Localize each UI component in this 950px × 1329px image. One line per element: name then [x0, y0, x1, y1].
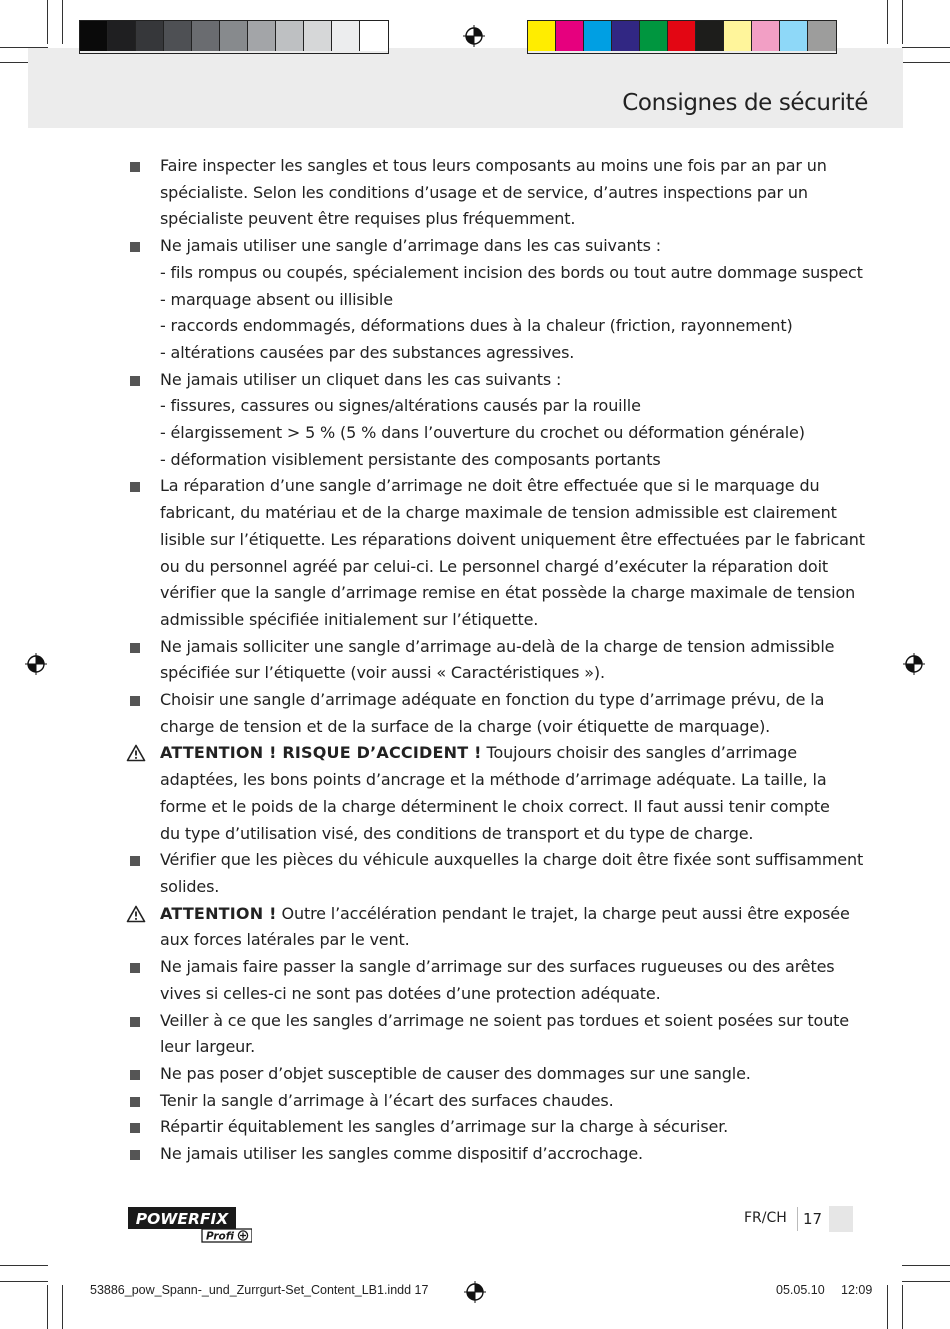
text-line	[160, 927, 831, 954]
warning-label: ATTENTION !	[160, 903, 277, 923]
text-line	[160, 260, 863, 287]
line-text: solides.	[160, 876, 220, 896]
bullet-item	[126, 1114, 831, 1141]
crop-mark	[887, 1285, 888, 1329]
line-text: admissible spécifiée initialement sur l’étiquette.	[160, 609, 539, 629]
line-text: vives si celles-ci ne sont pas dotées d’une protection adéquate.	[160, 983, 661, 1003]
bullet-square-icon	[130, 963, 140, 973]
text-line	[160, 1008, 849, 1035]
logo-main-text: POWERFIX	[135, 1210, 229, 1228]
line-text: Ne jamais solliciter une sangle d’arrimage au-delà de la charge de tension admissible	[160, 636, 835, 656]
line-text: Ne jamais utiliser un cliquet dans les cas suivants :	[160, 369, 562, 389]
bullet-item	[126, 847, 864, 900]
bullet-square-icon	[130, 162, 140, 172]
line-text: du type d’utilisation visé, des conditions de transport et du type de charge.	[160, 823, 754, 843]
gray-swatch	[248, 21, 276, 51]
warning-triangle-icon	[126, 744, 146, 762]
line-text: Outre l’accélération pendant le trajet, la charge peut aussi être exposée	[276, 903, 850, 923]
crop-mark	[902, 47, 950, 48]
text-line	[160, 874, 831, 901]
bullet-item	[126, 1141, 831, 1168]
gray-swatch	[332, 21, 360, 51]
line-text: lisible sur l’étiquette. Les réparations doivent uniquement être effectuées par le fabricant	[160, 529, 865, 549]
grayscale-color-bar	[79, 20, 389, 54]
crop-mark	[902, 0, 903, 44]
bullet-square-icon	[130, 1070, 140, 1080]
slug-time: 12:09	[841, 1283, 873, 1297]
line-text: leur largeur.	[160, 1037, 256, 1057]
color-swatch	[724, 21, 752, 51]
gray-swatch	[304, 21, 332, 51]
line-text: - déformation visiblement persistante des composants portants	[160, 449, 661, 469]
color-swatch	[556, 21, 584, 51]
crop-mark	[902, 1281, 950, 1282]
text-line	[160, 767, 831, 794]
text-line	[160, 580, 856, 607]
text-line	[160, 901, 850, 928]
text-line	[160, 954, 835, 981]
process-color-bar	[527, 20, 837, 54]
crop-mark	[0, 1265, 48, 1266]
line-text: fabricant, du matériau et de la charge maximale de tension admissible est clairement	[160, 503, 837, 523]
text-line	[160, 1034, 831, 1061]
warning-label: ATTENTION ! RISQUE D’ACCIDENT !	[160, 743, 482, 763]
text-line	[160, 393, 831, 420]
bullet-square-icon	[130, 242, 140, 252]
bullet-item	[126, 1008, 849, 1061]
text-line	[160, 981, 831, 1008]
header-band	[28, 48, 903, 128]
registration-mark-icon	[464, 1281, 486, 1303]
bullet-square-icon	[130, 643, 140, 653]
gray-swatch	[276, 21, 304, 51]
language-code: FR/CH	[744, 1210, 787, 1226]
page-number-separator	[797, 1207, 798, 1231]
line-text: Ne jamais utiliser les sangles comme dispositif d’accrochage.	[160, 1144, 643, 1164]
powerfix-profi-logo	[128, 1205, 252, 1243]
color-swatch	[808, 21, 836, 51]
line-text: forme et le poids de la charge déterminent le choix correct. Il faut aussi tenir compte	[160, 796, 830, 816]
line-text: Ne pas poser d’objet susceptible de causer des dommages sur une sangle.	[160, 1063, 751, 1083]
text-line	[160, 206, 831, 233]
text-line	[160, 473, 831, 500]
line-text: - raccords endommagés, déformations dues à la chaleur (friction, rayonnement)	[160, 316, 793, 336]
crop-mark	[0, 1281, 48, 1282]
line-text: - marquage absent ou illisible	[160, 289, 393, 309]
safety-instructions-list	[126, 153, 865, 1168]
text-line	[160, 420, 831, 447]
text-line	[160, 1141, 831, 1168]
bullet-square-icon	[130, 1097, 140, 1107]
bullet-item	[126, 687, 831, 740]
warning-triangle-icon	[126, 905, 146, 923]
text-line	[160, 794, 831, 821]
slug-filename: 53886_pow_Spann-_und_Zurrgurt-Set_Content_LB1.indd 17	[90, 1283, 429, 1297]
color-swatch	[668, 21, 696, 51]
text-line	[160, 1061, 831, 1088]
crop-mark	[887, 0, 888, 44]
text-line	[160, 287, 831, 314]
line-text: - fils rompus ou coupés, spécialement incision des bords ou tout autre dommage suspect	[160, 262, 863, 282]
line-text: Tenir la sangle d’arrimage à l’écart des surfaces chaudes.	[160, 1090, 614, 1110]
color-swatch	[696, 21, 724, 51]
line-text: aux forces latérales par le vent.	[160, 930, 410, 950]
text-line	[160, 313, 831, 340]
text-line	[160, 340, 831, 367]
color-swatch	[584, 21, 612, 51]
line-text: charge de tension et de la surface de la charge (voir étiquette de marquage).	[160, 716, 771, 736]
gray-swatch	[192, 21, 220, 51]
text-line	[160, 634, 835, 661]
registration-mark-icon	[25, 653, 47, 675]
line-text: Vérifier que les pièces du véhicule auxquelles la charge doit être fixée sont suffisamment	[160, 850, 864, 870]
line-text: - altérations causées par des substances agressives.	[160, 342, 575, 362]
line-text: spécialiste. Selon les conditions d’usage et de service, d’autres inspections par un	[160, 182, 808, 202]
text-line	[160, 447, 831, 474]
page-title: Consignes de sécurité	[622, 90, 868, 116]
gray-swatch	[360, 21, 388, 51]
crop-mark	[47, 1285, 48, 1329]
bullet-square-icon	[130, 482, 140, 492]
color-swatch	[780, 21, 808, 51]
crop-mark	[62, 0, 63, 44]
line-text: Toujours choisir des sangles d’arrimage	[481, 743, 798, 763]
gray-swatch	[80, 21, 108, 51]
crop-mark	[902, 1265, 950, 1266]
registration-mark-icon	[463, 25, 485, 47]
gray-swatch	[136, 21, 164, 51]
line-text: Répartir équitablement les sangles d’arrimage sur la charge à sécuriser.	[160, 1117, 729, 1137]
bullet-item	[126, 473, 865, 633]
gray-swatch	[164, 21, 192, 51]
text-line	[160, 714, 831, 741]
line-text: La réparation d’une sangle d’arrimage ne doit être effectuée que si le marquage du	[160, 476, 820, 496]
logo-sub-text: Profi	[206, 1230, 235, 1243]
gray-swatch	[108, 21, 136, 51]
text-line	[160, 821, 831, 848]
line-text: vérifier que la sangle d’arrimage remise en état possède la charge maximale de tension	[160, 583, 856, 603]
text-line	[160, 153, 831, 180]
warning-item	[126, 901, 850, 954]
line-text: ou du personnel agréé par celui-ci. Le personnel chargé d’exécuter la réparation doit	[160, 556, 828, 576]
bullet-square-icon	[130, 1017, 140, 1027]
color-swatch	[752, 21, 780, 51]
text-line	[160, 527, 865, 554]
bullet-square-icon	[130, 1123, 140, 1133]
gray-swatch	[220, 21, 248, 51]
line-text: spécifiée sur l’étiquette (voir aussi « Caractéristiques »).	[160, 663, 605, 683]
color-swatch	[640, 21, 668, 51]
text-line	[160, 367, 831, 394]
text-line	[160, 554, 831, 581]
crop-mark	[62, 1285, 63, 1329]
page-number-tab	[829, 1206, 853, 1232]
bullet-square-icon	[130, 696, 140, 706]
line-text: - élargissement > 5 % (5 % dans l’ouverture du crochet ou déformation générale)	[160, 423, 805, 443]
page-number: 17	[803, 1210, 823, 1228]
line-text: Faire inspecter les sangles et tous leurs composants au moins une fois par an par un	[160, 156, 827, 175]
text-line	[160, 740, 831, 767]
text-line	[160, 687, 831, 714]
line-text: spécialiste peuvent être requises plus fréquemment.	[160, 209, 576, 229]
text-line	[160, 233, 831, 260]
registration-mark-icon	[903, 653, 925, 675]
line-text: adaptées, les bons points d’ancrage et la méthode d’arrimage adéquate. La taille, la	[160, 770, 827, 790]
line-text: Choisir une sangle d’arrimage adéquate en fonction du type d’arrimage prévu, de la	[160, 690, 825, 710]
slug-date: 05.05.10	[776, 1283, 825, 1297]
bullet-item	[126, 233, 863, 367]
text-line	[160, 1088, 831, 1115]
text-line	[160, 1114, 831, 1141]
bullet-item	[126, 634, 835, 687]
crop-mark	[902, 1285, 903, 1329]
bullet-item	[126, 153, 831, 233]
text-line	[160, 607, 831, 634]
bullet-square-icon	[130, 1150, 140, 1160]
bullet-item	[126, 1061, 831, 1088]
text-line	[160, 500, 837, 527]
line-text: Veiller à ce que les sangles d’arrimage ne soient pas tordues et soient posées sur toute	[160, 1010, 849, 1030]
text-line	[160, 180, 831, 207]
bullet-item	[126, 954, 835, 1007]
text-line	[160, 847, 864, 874]
text-line	[160, 660, 831, 687]
color-swatch	[528, 21, 556, 51]
warning-item	[126, 740, 831, 847]
color-swatch	[612, 21, 640, 51]
bullet-square-icon	[130, 376, 140, 386]
crop-mark	[47, 0, 48, 44]
line-text: - fissures, cassures ou signes/altérations causés par la rouille	[160, 396, 641, 416]
bullet-item	[126, 1088, 831, 1115]
line-text: Ne jamais faire passer la sangle d’arrimage sur des surfaces rugueuses ou des arêtes	[160, 957, 835, 977]
bullet-square-icon	[130, 856, 140, 866]
bullet-item	[126, 367, 831, 474]
crop-mark	[902, 62, 950, 63]
line-text: Ne jamais utiliser une sangle d’arrimage dans les cas suivants :	[160, 236, 661, 256]
